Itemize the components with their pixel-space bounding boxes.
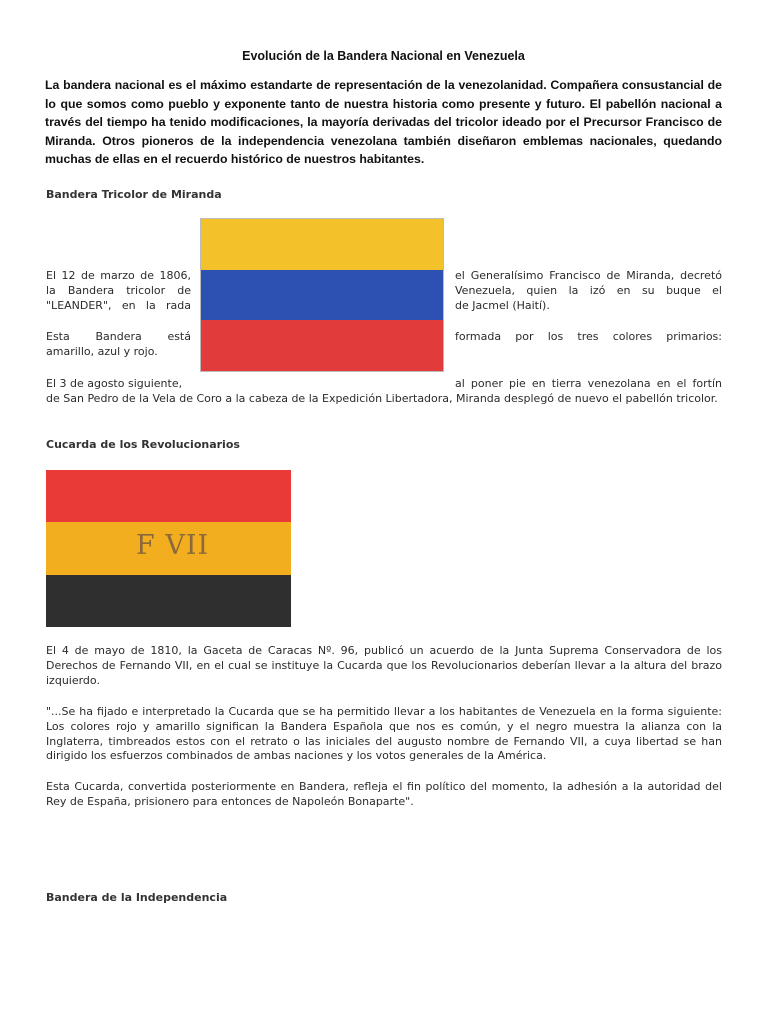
- miranda-p2-left-1: Esta Bandera está: [46, 330, 191, 343]
- flag-band-blue: [201, 270, 443, 321]
- cucarda-paragraph-2: "...Se ha fijado e interpretado la Cucarda que se ha permitido llevar a los habitantes de Venezuela en la forma siguiente: Los colores rojo y amarillo significan la Bandera Española que nos es común, y el negro muestra la alianza con la Inglaterra, timbreados estos con el retrato o las iniciales del augusto nombre de Fernando VII, a cuya libertad se han dirigido los esfuerzos combinados de ambas naciones y los votos generales de la América.: [46, 705, 722, 763]
- flag-band-red: [46, 470, 291, 522]
- miranda-p1-right-2: Venezuela, quien la izó en su buque el: [455, 284, 722, 297]
- miranda-p1-left-1: El 12 de marzo de 1806,: [46, 269, 191, 282]
- miranda-p1-right-1: el Generalísimo Francisco de Miranda, decretó: [455, 269, 722, 282]
- miranda-p3-right-1: al poner pie en tierra venezolana en el fortín: [455, 377, 722, 390]
- miranda-p1-left-3: "LEANDER", en la rada: [46, 299, 191, 312]
- flag-band-yellow: [46, 522, 291, 574]
- miranda-p3-left-1: El 3 de agosto siguiente,: [46, 377, 183, 390]
- section-heading-miranda: Bandera Tricolor de Miranda: [46, 188, 222, 201]
- miranda-p1-right-3: de Jacmel (Haití).: [455, 299, 550, 312]
- miranda-p1-left-2: la Bandera tricolor de: [46, 284, 191, 297]
- miranda-p2-left-2: amarillo, azul y rojo.: [46, 345, 158, 358]
- cucarda-flag-image: [46, 470, 291, 627]
- flag-band-yellow: [201, 219, 443, 270]
- intro-paragraph: La bandera nacional es el máximo estandarte de representación de la venezolanidad. Compañera consustancial de lo que somos como pueblo y exponente tanto de nuestra historia como presente y futuro. El pabellón nacional a través del tiempo ha tenido modificaciones, la mayoría derivadas del tricolor ideado por el Precursor Francisco de Miranda. Otros pioneros de la independencia venezolana también diseñaron emblemas nacionales, quedando muchas de ellas en el recuerdo histórico de nuestros habitantes.: [45, 78, 722, 167]
- miranda-flag-image: [200, 218, 444, 372]
- cucarda-paragraph-3: Esta Cucarda, convertida posteriormente en Bandera, refleja el fin político del momento, la adhesión a la autoridad del Rey de España, prisionero para entonces de Napoleón Bonaparte".: [46, 780, 722, 808]
- section-heading-independencia: Bandera de la Independencia: [46, 891, 228, 904]
- flag-band-black: [46, 575, 291, 627]
- fernando-vii-monogram: F VII: [136, 530, 210, 562]
- flag-band-red: [201, 320, 443, 371]
- miranda-p3-rest: de San Pedro de la Vela de Coro a la cabeza de la Expedición Libertadora, Miranda desplegó de nuevo el pabellón tricolor.: [46, 392, 718, 405]
- section-heading-cucarda: Cucarda de los Revolucionarios: [46, 438, 240, 451]
- miranda-p2-right-1: formada por los tres colores primarios:: [455, 330, 722, 343]
- page-title: Evolución de la Bandera Nacional en Venezuela: [242, 49, 525, 63]
- cucarda-paragraph-1: El 4 de mayo de 1810, la Gaceta de Caracas Nº. 96, publicó un acuerdo de la Junta Suprema Conservadora de los Derechos de Fernando VII, en el cual se instituye la Cucarda que los Revolucionarios deberían llevar a la altura del brazo izquierdo.: [46, 644, 722, 687]
